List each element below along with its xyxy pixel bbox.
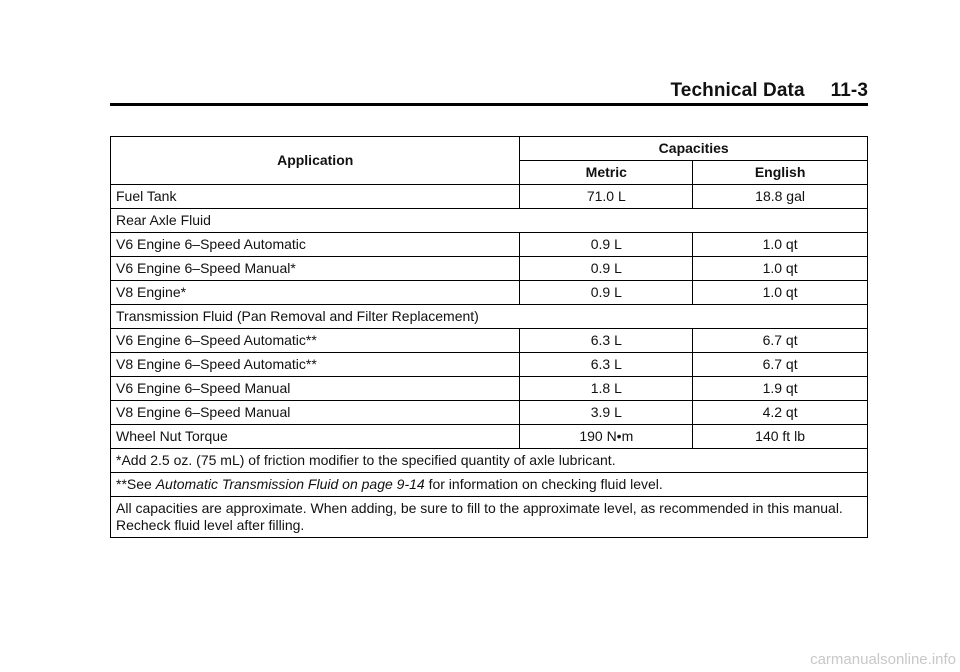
table-row [111,185,868,209]
header-rule [110,103,868,106]
table-row [111,401,868,425]
trans-note-row [111,473,868,497]
english-value: 4.2 qt [693,401,868,425]
row-label: V6 Engine 6–Speed Automatic** [111,329,520,353]
trans-note-prefix: **See [116,476,156,492]
metric-header: Metric [520,161,693,185]
section-title: Technical Data [670,80,805,101]
notes-body [111,449,868,538]
table-row [111,329,868,353]
row-label: V8 Engine 6–Speed Automatic** [111,353,520,377]
english-value: 1.0 qt [693,257,868,281]
table-row [111,425,868,449]
capacities-table [110,136,868,538]
metric-value: 190 N•m [520,425,693,449]
capacities-table-body [111,137,868,449]
metric-value: 6.3 L [520,329,693,353]
table-row [111,257,868,281]
metric-value: 1.8 L [520,377,693,401]
table-row [111,353,868,377]
row-label: V8 Engine 6–Speed Manual [111,401,520,425]
page-header [110,80,868,102]
english-header: English [693,161,868,185]
axle-note: *Add 2.5 oz. (75 mL) of friction modifier to the specified quantity of axle lubricant. [111,449,868,473]
table-row [111,209,868,233]
english-value: 6.7 qt [693,353,868,377]
group-label: Rear Axle Fluid [111,209,868,233]
metric-value: 3.9 L [520,401,693,425]
application-header: Application [111,137,520,185]
english-value: 1.9 qt [693,377,868,401]
metric-value: 0.9 L [520,233,693,257]
table-header-row [111,137,868,161]
table-row [111,305,868,329]
row-label: Wheel Nut Torque [111,425,520,449]
row-label: V6 Engine 6–Speed Manual* [111,257,520,281]
table-row [111,233,868,257]
metric-value: 0.9 L [520,281,693,305]
page-number: 11-3 [830,80,868,101]
row-label: V8 Engine* [111,281,520,305]
general-note: All capacities are approximate. When adding, be sure to fill to the approximate level, as recommended in this manual. Recheck fluid level after filling. [111,497,868,538]
trans-note-link[interactable]: Automatic Transmission Fluid on page 9-14 [155,476,425,492]
row-label: V6 Engine 6–Speed Automatic [111,233,520,257]
trans-note [111,473,868,497]
row-label: V6 Engine 6–Speed Manual [111,377,520,401]
row-label: Fuel Tank [111,185,520,209]
english-value: 18.8 gal [693,185,868,209]
table-row [111,281,868,305]
metric-value: 71.0 L [520,185,693,209]
metric-value: 6.3 L [520,353,693,377]
english-value: 1.0 qt [693,281,868,305]
watermark: carmanualsonline.info [810,651,956,668]
metric-value: 0.9 L [520,257,693,281]
general-note-row [111,497,868,538]
group-label: Transmission Fluid (Pan Removal and Filter Replacement) [111,305,868,329]
trans-note-suffix: for information on checking fluid level. [424,476,663,492]
english-value: 6.7 qt [693,329,868,353]
axle-note-row [111,449,868,473]
english-value: 140 ft lb [693,425,868,449]
english-value: 1.0 qt [693,233,868,257]
table-row [111,377,868,401]
capacities-header: Capacities [520,137,868,161]
